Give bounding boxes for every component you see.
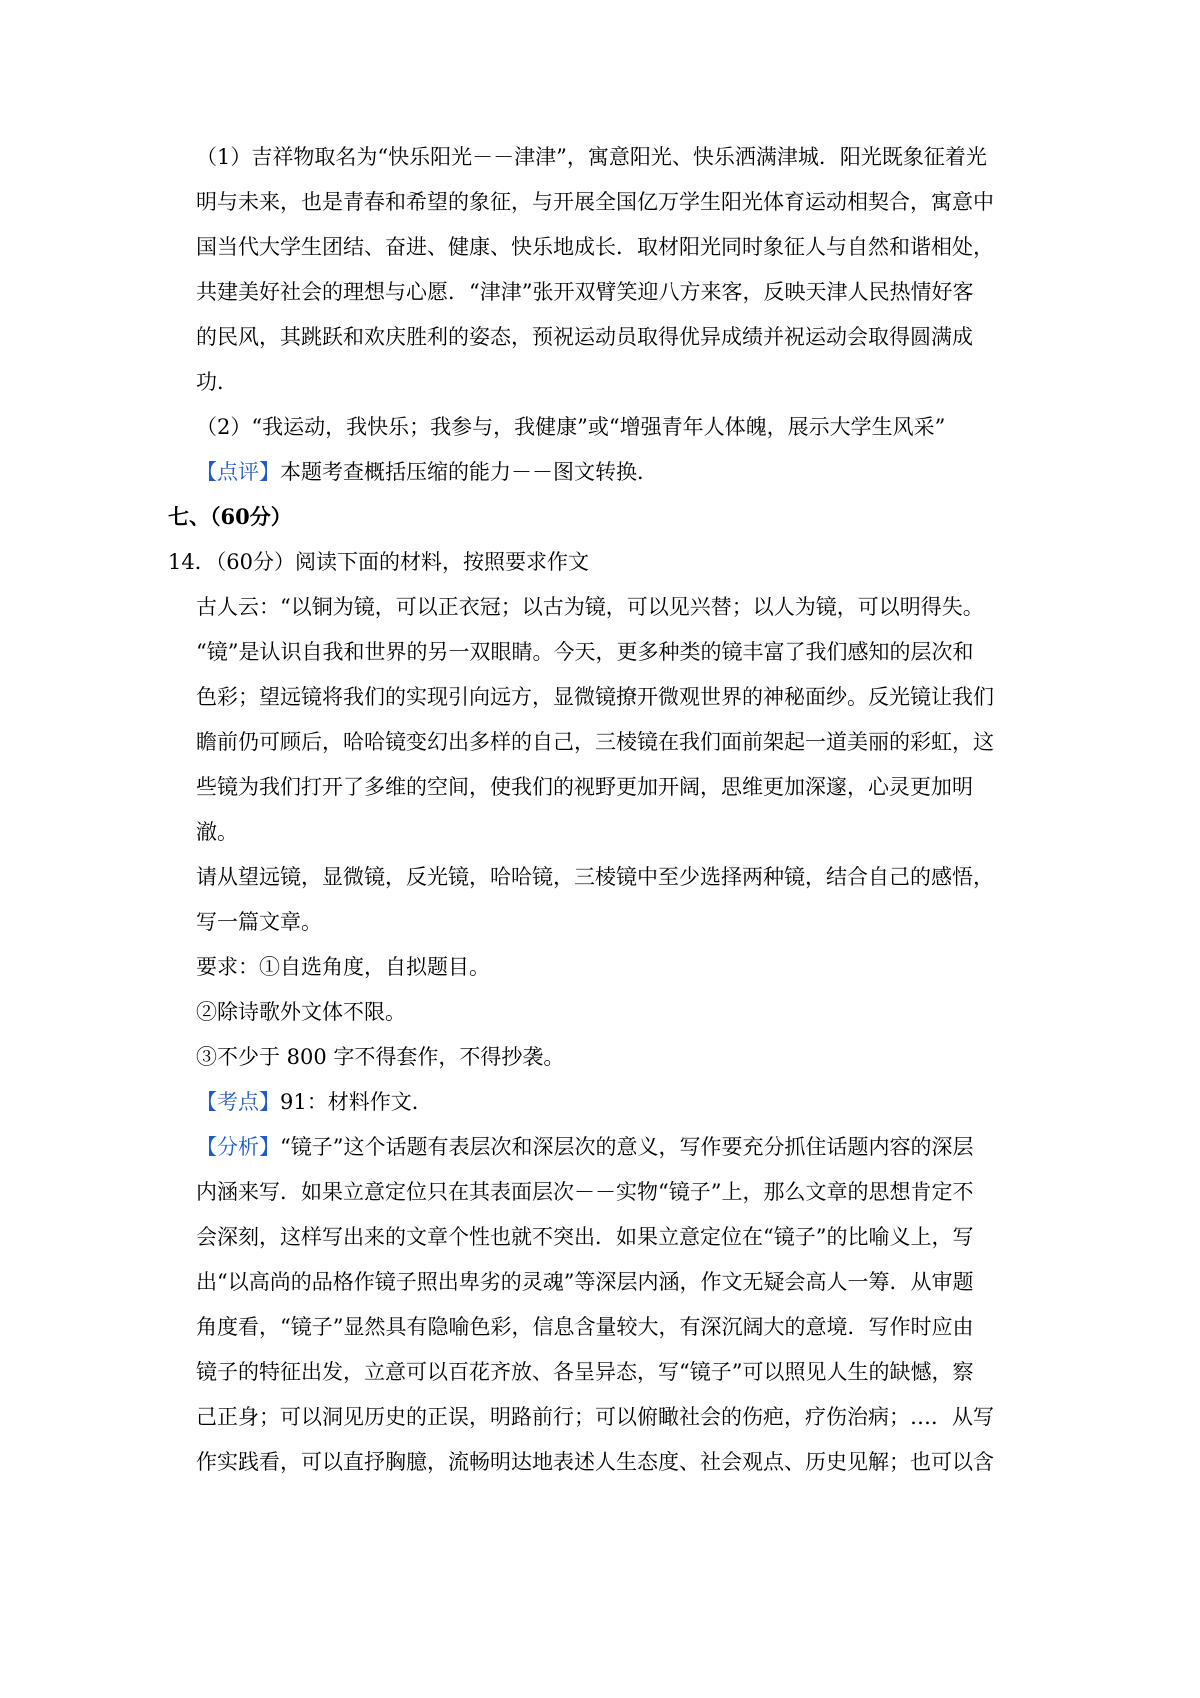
comment-text: 本题考查概括压缩的能力－－图文转换． [280,460,658,484]
kaodian-label: 【考点】 [196,1090,280,1114]
comment-paragraph [196,457,658,487]
kaodian-paragraph [196,1087,433,1117]
analysis-line-2: 内涵来写．如果立意定位只在其表面层次－－实物“镜子”上，那么文章的思想肯定不 [196,1180,974,1204]
material-line-3: 色彩；望远镜将我们的实现引向远方，显微镜撩开微观世界的神秘面纱。反光镜让我们 [196,685,994,709]
material-line-1: 古人云：“以铜为镜，可以正衣冠；以古为镜，可以见兴替；以人为镜，可以明得失。 [196,595,984,619]
comment-label: 【点评】 [196,460,280,484]
answer1-line-1: （1）吉祥物取名为“快乐阳光－－津津”，寓意阳光、快乐洒满津城．阳光既象征着光 [196,145,987,169]
analysis-first-line: “镜子”这个话题有表层次和深层次的意义，写作要充分抓住话题内容的深层 [280,1135,974,1159]
task-line-1: 请从望远镜，显微镜，反光镜，哈哈镜，三棱镜中至少选择两种镜，结合自己的感悟， [196,865,994,889]
question-number: 14． [168,550,216,574]
analysis-line-8: 作实践看，可以直抒胸臆，流畅明达地表述人生态度、社会观点、历史见解；也可以含 [196,1450,994,1474]
material-line-2: “镜”是认识自我和世界的另一双眼睛。今天，更多种类的镜丰富了我们感知的层次和 [196,640,974,664]
analysis-line-7: 己正身；可以洞见历史的正误，明路前行；可以俯瞰社会的伤疤，疗伤治病；…．从写 [196,1405,994,1429]
analysis-line-1 [196,1132,974,1162]
answer1-line-3: 国当代大学生团结、奋进、健康、快乐地成长．取材阳光同时象征人与自然和谐相处， [196,235,994,259]
task-line-2: 写一篇文章。 [196,910,322,934]
analysis-label: 【分析】 [196,1135,280,1159]
kaodian-text: 91：材料作文． [280,1090,433,1114]
material-line-5: 些镜为我们打开了多维的空间，使我们的视野更加开阔，思维更加深邃，心灵更加明 [196,775,973,799]
answer1-line-4: 共建美好社会的理想与心愿．“津津”张开双臂笑迎八方来客，反映天津人民热情好客 [196,280,974,304]
material-line-4: 瞻前仍可顾后，哈哈镜变幻出多样的自己，三棱镜在我们面前架起一道美丽的彩虹，这 [196,730,994,754]
answer2: （2）“我运动，我快乐；我参与，我健康”或“增强青年人体魄，展示大学生风采” [196,415,946,439]
requirement-1: 要求：①自选角度，自拟题目。 [196,955,490,979]
answer1-line-5: 的民风，其跳跃和欢庆胜利的姿态，预祝运动员取得优异成绩并祝运动会取得圆满成 [196,325,973,349]
analysis-line-6: 镜子的特征出发，立意可以百花齐放、各呈异态，写“镜子”可以照见人生的缺憾，察 [196,1360,974,1384]
question-stem-text: （60分）阅读下面的材料，按照要求作文 [215,550,589,574]
question-stem [168,547,589,577]
answer1-line-6: 功． [196,370,238,394]
section-heading: 七、（60分） [168,504,292,529]
analysis-line-5: 角度看，“镜子”显然具有隐喻色彩，信息含量较大，有深沉阔大的意境．写作时应由 [196,1315,974,1339]
material-line-6: 澈。 [196,820,238,844]
requirement-2: ②除诗歌外文体不限。 [196,1000,406,1024]
analysis-line-4: 出“以高尚的品格作镜子照出卑劣的灵魂”等深层内涵，作文无疑会高人一筹．从审题 [196,1270,974,1294]
requirement-3: ③不少于 800 字不得套作，不得抄袭。 [196,1045,565,1069]
analysis-line-3: 会深刻，这样写出来的文章个性也就不突出．如果立意定位在“镜子”的比喻义上，写 [196,1225,974,1249]
answer1-line-2: 明与未来，也是青春和希望的象征，与开展全国亿万学生阳光体育运动相契合，寓意中 [196,190,994,214]
